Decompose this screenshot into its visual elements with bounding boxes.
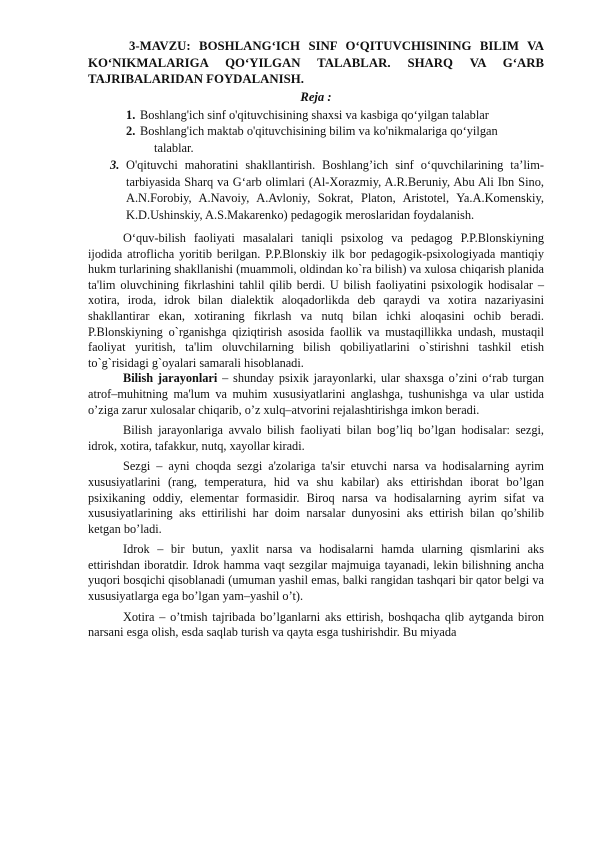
plan-item-continuation: talablar. [154, 140, 194, 155]
plan-heading: Reja : [300, 89, 332, 104]
plan-item-text: Boshlang'ich sinf o'qituvchisining shaxsi va kasbiga qo‘yilgan talablar [140, 107, 489, 122]
paragraph-cognitive-processes [88, 371, 544, 418]
plan-item-2 [88, 123, 544, 156]
term-bilish-jarayonlari: Bilish jarayonlari [123, 371, 218, 386]
plan-item-number: 2. [126, 124, 136, 138]
paragraph-perception: Idrok – bir butun, yaxlit narsa va hodisalarni hamda ularning qismlarini aks ettirishdan iboratdir. Idrok hamma vaqt sezgilar majmuiga tayanadi, lekin bilishning ancha yuqori bosqichi qisoblanadi (umuman yashil emas, balki rangidan tashqari bir qator belgi va xususiyatlarga ega bo’lgan yam–yashil o’t). [88, 542, 544, 604]
plan-item-3 [88, 157, 544, 223]
plan-list [88, 107, 544, 224]
page-title: 3-MAVZU: BOSHLANG‘ICH SINF O‘QITUVCHISINING BILIM VA KO‘NIKMALARIGA QO‘YILGAN TALABLAR. SHARQ VA G‘ARB TAJRIBALARIDAN FOYDALANISH. [88, 39, 544, 86]
plan-item-number: 1. [126, 107, 136, 122]
paragraph-sensation: Sezgi – ayni choqda sezgi a'zolariga ta'sir etuvchi narsa va hodisalarning ayrim xususiyatlarini (rang, temperatura, hid va shu kabilar) aks ettirishdan iborat bo’lgan psixikaning oddiy, elementar formasidir. Biroq narsa va hodisalarning ayrim sifat va xususiyatlarining aks ettirilishi har doim narsalar dunyosini aks ettirish bilan qo’shilib ketgan bo’ladi. [88, 459, 544, 536]
plan-item-number: 3. [110, 158, 120, 172]
plan-item-text: Boshlang'ich maktab o'qituvchisining bilim va ko'nikmalariga qo‘yilgan [140, 124, 498, 138]
paragraph-memory: Xotira – o’tmish tajribada bo’lganlarni aks ettirish, boshqacha qlib aytganda biron narsani esga olish, esda saqlab turish va qayta esga tushirishdir. Bu miyada [88, 609, 544, 640]
plan-item-text: O'qituvchi mahoratini shakllantirish. Boshlang’ich sinf o‘quvchilarining ta’lim-tarbiyasida Sharq va G‘arb olimlari (Al-Xorazmiy, A.R.Beruniy, Abu Ali Ibn Sino, A.N.Forobiy, A.Navoiy, A.Avloniy, Sokrat, Platon, Aristotel, Ya.A.Komenskiy, K.D.Ushinskiy, A.S.Makarenko) pedagogik meroslaridan foydalanish. [126, 158, 544, 222]
paragraph-text: – shunday psixik jarayonlarki, ular shaxsga o’zini o‘rab turgan atrof–muhitning ma'lum va muhim xususiyatlarini anglashga, tushunishga va ular ustida o’ziga zarur xulosalar chiqarib, o’z xulq–atvorini rejalashtirishga imkon beradi. [88, 371, 544, 417]
paragraph-cognitive-list: Bilish jarayonlariga avvalo bilish faoliyati bilan bog’liq bo’lgan hodisalar: sezgi, idrok, xotira, tafakkur, nutq, xayollar kiradi. [88, 423, 544, 453]
plan-item-1 [88, 107, 544, 124]
paragraph-blonskiy: O‘quv-bilish faoliyati masalalari taniqli psixolog va pedagog P.P.Blonskiyning ijodida atroflicha yoritib berilgan. P.P.Blonskiy ilk bor pedagogik-psixologiyada mantiqiy hukm turlarining shakllanishi (muammoli, oldindan ko`ra bilish) va xulosa chiqarish planida ta'lim oluvchining fikrlashini tahlil qilib berdi. U bilish faoliyatini psixologik hodisalar – xotira, iroda, idrok bilan dialektik aloqadorlikda deb qaraydi va xotira nazariyasini shakllantirar ekan, xotiraning fikrlash va nutq bilan ichki aloqasini ochib beradi. P.Blonskiyning o`rganishga qiziqtirish asosida faollik va mustaqillikka undash, mustaqil faoliyat yuritish, ta'lim oluvchilarning bilish qobiliyatlarini o`stirishni tashkil etish to`g`risidagi g`oyalari samarali hisoblanadi. [88, 231, 544, 370]
